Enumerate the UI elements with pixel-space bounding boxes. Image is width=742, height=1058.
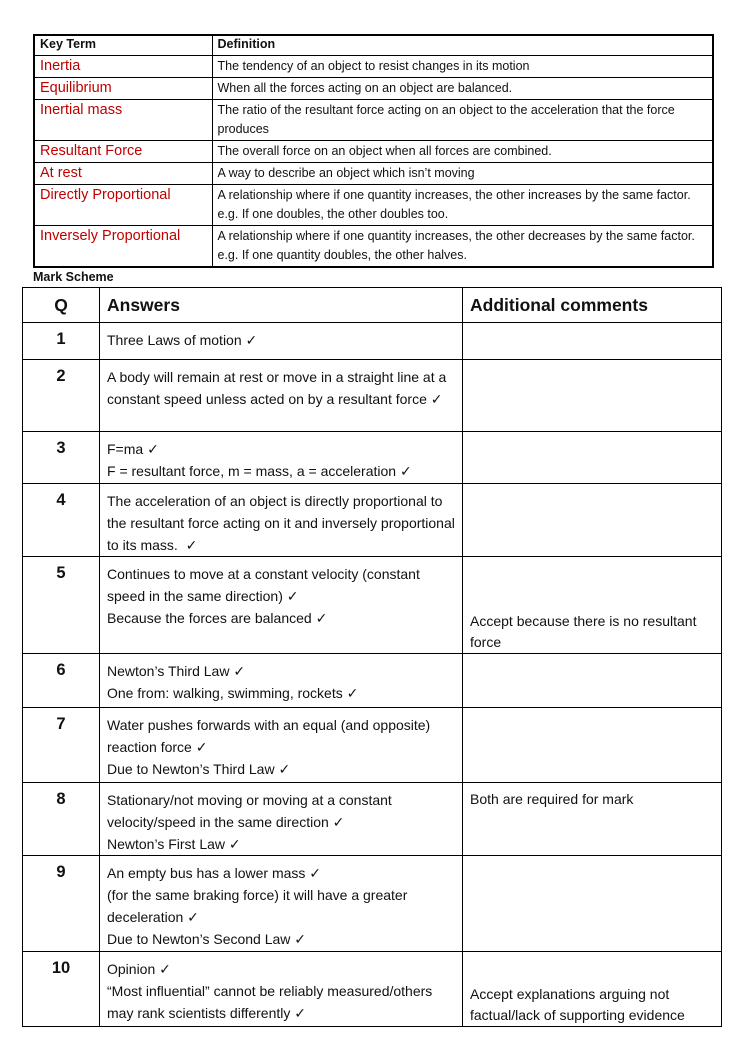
answer-line: (for the same braking force) it will have a greater deceleration ✓: [107, 887, 412, 925]
key-term: Inertia: [34, 56, 212, 78]
additional-comment: Accept because there is no resultant force: [463, 557, 722, 654]
answer-cell: [100, 708, 463, 783]
answer-line: A body will remain at rest or move in a straight line at a constant speed unless acted on by a resultant force ✓: [107, 369, 451, 407]
mark-scheme-row: [23, 432, 722, 484]
comments-header: Additional comments: [463, 288, 722, 323]
key-term: Inertial mass: [34, 100, 212, 141]
mark-scheme-row: [23, 323, 722, 360]
answer-line: One from: walking, swimming, rockets ✓: [107, 685, 359, 701]
answer-cell: [100, 360, 463, 432]
key-term: Inversely Proportional: [34, 226, 212, 268]
key-term-row: [34, 78, 713, 100]
question-number: 8: [23, 783, 100, 856]
additional-comment: Both are required for mark: [463, 783, 722, 856]
answer-cell: [100, 484, 463, 557]
key-term-definition: A relationship where if one quantity increases, the other increases by the same factor. e.g. If one doubles, the other doubles too.: [212, 185, 713, 226]
additional-comment: Accept explanations arguing not factual/lack of supporting evidence: [463, 952, 722, 1027]
question-number: 1: [23, 323, 100, 360]
key-term-definition: When all the forces acting on an object are balanced.: [212, 78, 713, 100]
additional-comment: [463, 654, 722, 708]
key-term: Directly Proportional: [34, 185, 212, 226]
key-term-row: [34, 100, 713, 141]
question-header: Q: [23, 288, 100, 323]
answer-cell: [100, 432, 463, 484]
answer-cell: [100, 783, 463, 856]
answer-cell: [100, 323, 463, 360]
question-number: 4: [23, 484, 100, 557]
key-term-header: Key Term: [34, 35, 212, 56]
question-number: 7: [23, 708, 100, 783]
answer-line: An empty bus has a lower mass ✓: [107, 865, 322, 881]
answer-line: F = resultant force, m = mass, a = acceleration ✓: [107, 463, 412, 479]
answer-cell: [100, 557, 463, 654]
answer-line: “Most influential” cannot be reliably measured/others may rank scientists differently ✓: [107, 983, 437, 1021]
answer-line: Water pushes forwards with an equal (and opposite) reaction force ✓: [107, 717, 435, 755]
question-number: 9: [23, 856, 100, 952]
mark-scheme-header-row: [23, 288, 722, 323]
answer-cell: [100, 952, 463, 1027]
mark-scheme-row: [23, 783, 722, 856]
key-term-definition: The tendency of an object to resist changes in its motion: [212, 56, 713, 78]
mark-scheme-row: [23, 484, 722, 557]
mark-scheme-table: [22, 287, 722, 1027]
answer-line: Three Laws of motion ✓: [107, 332, 258, 348]
answer-line: Stationary/not moving or moving at a constant velocity/speed in the same direction ✓: [107, 792, 396, 830]
additional-comment: [463, 856, 722, 952]
answer-line: Continues to move at a constant velocity (constant speed in the same direction) ✓: [107, 566, 424, 604]
additional-comment: [463, 708, 722, 783]
answers-header: Answers: [100, 288, 463, 323]
key-term-row: [34, 141, 713, 163]
key-term-definition: A relationship where if one quantity increases, the other decreases by the same factor. e.g. If one quantity doubles, the other halves.: [212, 226, 713, 268]
mark-scheme-row: [23, 708, 722, 783]
key-term-row: [34, 163, 713, 185]
answer-line: Newton’s First Law ✓: [107, 836, 241, 852]
mark-scheme-row: [23, 654, 722, 708]
additional-comment: [463, 323, 722, 360]
key-term-definition: The ratio of the resultant force acting on an object to the acceleration that the force produces: [212, 100, 713, 141]
additional-comment: [463, 484, 722, 557]
key-term-row: [34, 56, 713, 78]
answer-line: The acceleration of an object is directly proportional to the resultant force acting on it and inversely proportional to its mass. ✓: [107, 493, 459, 553]
answer-line: Due to Newton’s Second Law ✓: [107, 931, 307, 947]
question-number: 3: [23, 432, 100, 484]
question-number: 10: [23, 952, 100, 1027]
additional-comment: [463, 360, 722, 432]
mark-scheme-row: [23, 360, 722, 432]
key-term-definition: A way to describe an object which isn’t moving: [212, 163, 713, 185]
answer-line: Due to Newton’s Third Law ✓: [107, 761, 291, 777]
key-term-row: [34, 226, 713, 268]
key-terms-table: [33, 34, 714, 268]
key-term: Resultant Force: [34, 141, 212, 163]
key-term: At rest: [34, 163, 212, 185]
key-term-definition: The overall force on an object when all forces are combined.: [212, 141, 713, 163]
answer-cell: [100, 856, 463, 952]
mark-scheme-row: [23, 856, 722, 952]
additional-comment: [463, 432, 722, 484]
question-number: 2: [23, 360, 100, 432]
mark-scheme-row: [23, 557, 722, 654]
question-number: 5: [23, 557, 100, 654]
key-term: Equilibrium: [34, 78, 212, 100]
key-term-row: [34, 185, 713, 226]
answer-cell: [100, 654, 463, 708]
answer-line: Because the forces are balanced ✓: [107, 610, 328, 626]
answer-line: F=ma ✓: [107, 441, 159, 457]
key-terms-header-row: [34, 35, 713, 56]
answer-line: Opinion ✓: [107, 961, 171, 977]
question-number: 6: [23, 654, 100, 708]
mark-scheme-title: Mark Scheme: [33, 270, 114, 284]
mark-scheme-row: [23, 952, 722, 1027]
definition-header: Definition: [212, 35, 713, 56]
answer-line: Newton’s Third Law ✓: [107, 663, 246, 679]
